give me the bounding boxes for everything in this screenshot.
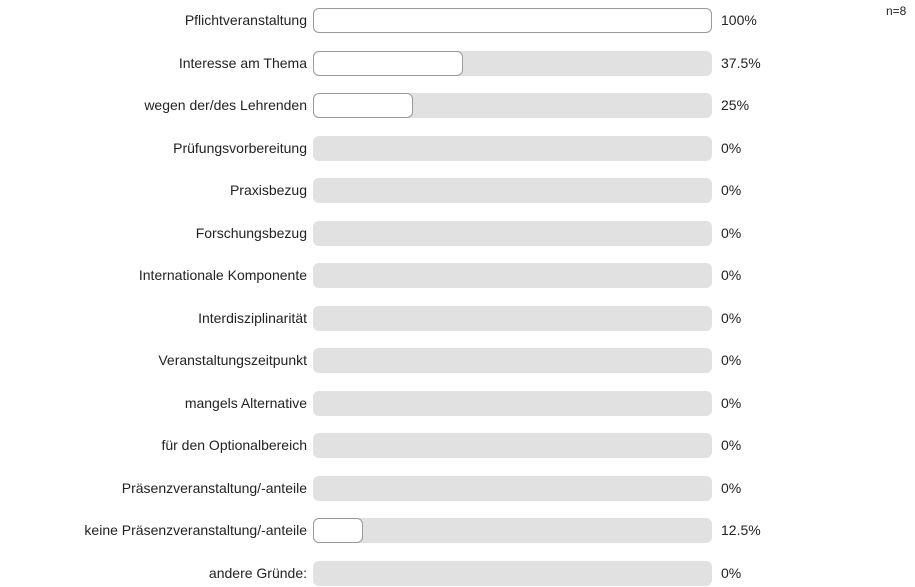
bar-row [0,560,915,586]
bar-fill [313,93,413,118]
bar-track [313,433,712,458]
bar-row [0,50,915,76]
category-label: Pflichtveranstaltung [184,12,307,28]
bar-row [0,390,915,416]
bar-row [0,475,915,501]
value-label: 0% [721,309,742,326]
bar-track [313,178,712,203]
sample-size-label: n=8 [886,4,907,18]
bar-row [0,432,915,458]
category-label: Interdisziplinarität [198,309,307,326]
bar-track [313,518,712,543]
value-label: 0% [721,352,742,368]
value-label: 0% [721,182,742,198]
value-label: 0% [721,224,742,241]
category-label: Veranstaltungszeitpunkt [158,352,307,368]
bar-track [313,8,712,33]
bar-row [0,7,915,33]
bar-row [0,220,915,246]
category-label: für den Optionalbereich [161,437,307,453]
category-label: andere Gründe: [208,564,307,581]
bar-track [313,391,712,416]
value-label: 0% [721,394,742,411]
bar-track [313,221,712,246]
value-label: 0% [721,437,742,453]
bar-track [313,306,712,331]
bar-row [0,92,915,118]
bar-track [313,561,712,586]
bar-row [0,177,915,203]
value-label: 0% [721,564,742,581]
category-label: Prüfungsvorbereitung [173,139,307,156]
bar-track [313,476,712,501]
category-label: Forschungsbezug [195,224,307,241]
category-label: Präsenzveranstaltung/-anteile [121,479,307,496]
category-label: Internationale Komponente [138,267,307,283]
value-label: 0% [721,139,742,156]
value-label: 25% [721,97,750,113]
value-label: 12.5% [721,522,761,538]
bar-fill [313,51,463,76]
bar-track [313,348,712,373]
value-label: 0% [721,479,742,496]
bar-track [313,51,712,76]
category-label: wegen der/des Lehrenden [144,97,307,113]
category-label: mangels Alternative [184,394,307,411]
category-label: keine Präsenzveranstaltung/-anteile [84,522,307,538]
category-label: Praxisbezug [229,182,307,198]
category-label: Interesse am Thema [178,54,307,71]
bar-track [313,136,712,161]
bar-track [313,263,712,288]
value-label: 100% [721,12,757,28]
bar-fill [313,8,712,33]
bar-row [0,517,915,543]
bar-row [0,262,915,288]
bar-row [0,347,915,373]
value-label: 37.5% [721,54,761,71]
bar-row [0,305,915,331]
bar-fill [313,518,363,543]
bar-track [313,93,712,118]
bar-row [0,135,915,161]
value-label: 0% [721,267,742,283]
